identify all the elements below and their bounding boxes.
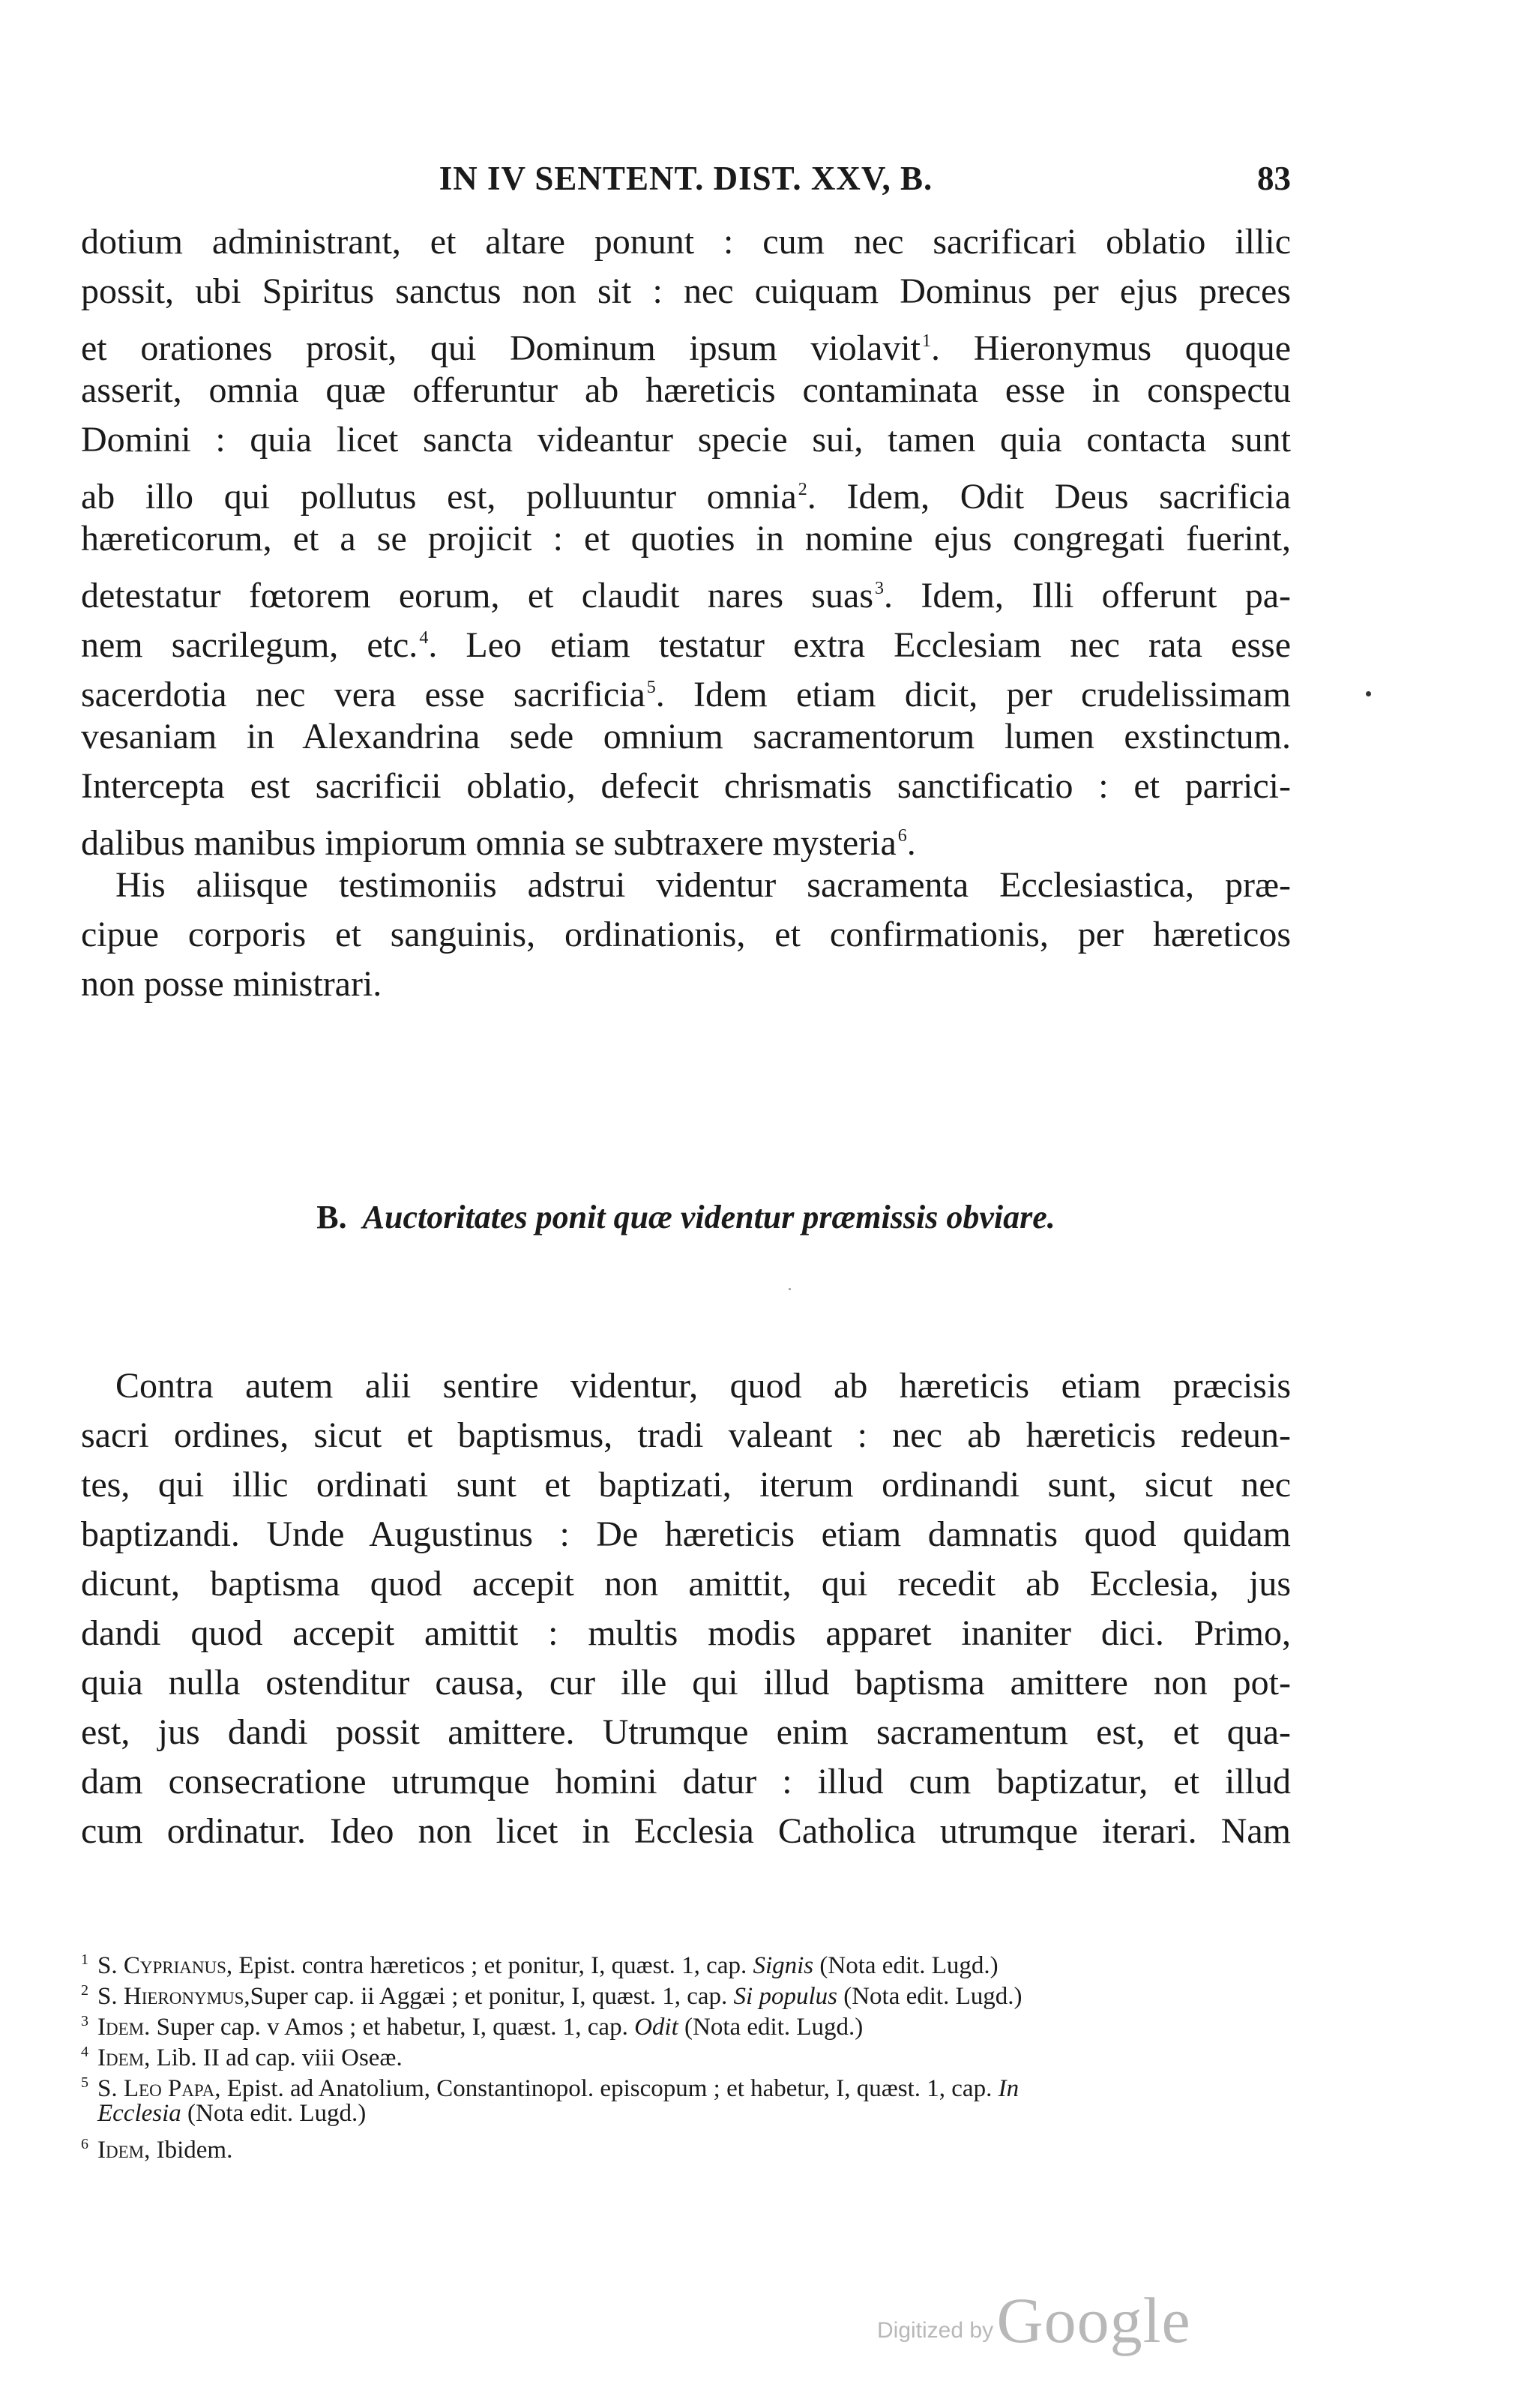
text-line: dotium administrant, et altare ponunt : cum nec sacrificari oblatio illic: [81, 222, 1291, 262]
ink-speck: [1366, 691, 1371, 696]
footnote-marker: 2: [81, 1982, 88, 1999]
footnote-reference: 4: [419, 628, 429, 648]
footnotes: [81, 1945, 1291, 2164]
text-line: asserit, omnia quæ offeruntur ab hæreticis contaminata esse in conspectu: [81, 370, 1291, 410]
ink-speck: [789, 1288, 791, 1290]
page-header: [81, 159, 1291, 210]
text-line: possit, ubi Spiritus sanctus non sit : nec cuiquam Dominus per ejus preces: [81, 271, 1291, 311]
text-line: dicunt, baptisma quod accepit non amittit, qui recedit ab Ecclesia, jus: [81, 1564, 1291, 1604]
text-line: tes, qui illic ordinati sunt et baptizati, iterum ordinandi sunt, sicut nec: [81, 1465, 1291, 1505]
text-line: est, jus dandi possit amittere. Utrumque enim sacramentum est, et qua-: [81, 1712, 1291, 1752]
section-a-text: [81, 217, 1291, 1009]
text-line: Domini : quia licet sancta videantur specie sui, tamen quia contacta sunt: [81, 420, 1291, 460]
footnote: 3 Idem. Super cap. v Amos ; et habetur, I, quæst. 1, cap. Odit (Nota edit. Lugd.): [81, 2006, 1291, 2037]
text-line: non posse ministrari.: [81, 964, 382, 1004]
footnote: 1 S. Cyprianus, Epist. contra hæreticos ; et ponitur, I, quæst. 1, cap. Signis (Nota edit. Lugd.): [81, 1945, 1291, 1975]
text-line: quia nulla ostenditur causa, cur ille qui illud baptisma amittere non pot-: [81, 1663, 1291, 1703]
footnote-marker: 6: [81, 2136, 88, 2152]
text-line: et orationes prosit, qui Dominum ipsum violavit$^1$. Hieronymus quoque: [81, 328, 1292, 368]
text-line: ab illo qui pollutus est, polluuntur omnia$^2$. Idem, Odit Deus sacrificia: [81, 477, 1292, 517]
text-line: dam consecratione utrumque homini datur : illud cum baptizatur, et illud: [81, 1762, 1291, 1802]
text-line: detestatur fœtorem eorum, et claudit nares suas$^3$. Idem, Illi offerunt pa-: [81, 576, 1292, 615]
text-line: dalibus manibus impiorum omnia se subtraxere mysteria$^6$.: [81, 823, 916, 863]
running-title: IN IV SENTENT. DIST. XXV, B.: [439, 160, 933, 197]
text-line: sacerdotia nec vera esse sacrificia$^5$. Idem etiam dicit, per crudelissimam: [81, 675, 1291, 714]
digitized-by-google-watermark: [877, 2283, 1191, 2358]
section-b-text: [81, 1361, 1291, 1856]
watermark-prefix: Digitized by: [877, 2318, 994, 2343]
page-number: 83: [1257, 160, 1291, 197]
footnote: 5 S. Leo Papa, Epist. ad Anatolium, Constantinopol. episcopum ; et habetur, I, quæst. 1, cap. In: [81, 2068, 1291, 2098]
footnote-reference: 1: [922, 331, 932, 351]
footnote-reference: 3: [875, 579, 885, 598]
text-line: vesaniam in Alexandrina sede omnium sacramentorum lumen exstinctum.: [81, 717, 1291, 756]
text-line: baptizandi. Unde Augustinus : De hæreticis etiam damnatis quod quidam: [81, 1514, 1291, 1554]
footnote-marker: 5: [81, 2074, 88, 2091]
text-line: hæreticorum, et a se projicit : et quoties in nomine ejus congregati fuerint,: [81, 519, 1291, 559]
footnote-reference: 5: [646, 678, 656, 697]
text-line: Contra autem alii sentire videntur, quod ab hæreticis etiam præcisis: [115, 1366, 1291, 1406]
text-line: nem sacrilegum, etc.$^4$. Leo etiam testatur extra Ecclesiam nec rata esse: [81, 625, 1292, 665]
text-line: dandi quod accepit amittit : multis modis apparet inaniter dici. Primo,: [81, 1613, 1291, 1653]
footnote: Ecclesia (Nota edit. Lugd.): [97, 2100, 367, 2127]
section-b-number: B.: [316, 1199, 347, 1235]
text-line: His aliisque testimoniis adstrui videntur sacramenta Ecclesiastica, præ-: [115, 865, 1291, 905]
footnote-reference: 6: [897, 826, 907, 846]
text-line: Intercepta est sacrificii oblatio, defecit chrismatis sanctificatio : et parrici-: [81, 766, 1291, 806]
section-b-heading: [81, 1198, 1291, 1236]
footnote-reference: 2: [798, 480, 807, 499]
footnote-marker: 1: [81, 1951, 88, 1968]
footnote: 4 Idem, Lib. II ad cap. viii Oseæ.: [81, 2037, 1291, 2068]
footnote: 2 S. Hieronymus,Super cap. ii Aggæi ; et ponitur, I, quæst. 1, cap. Si populus (Nota edit. Lugd.): [81, 1975, 1291, 2006]
footnote: 6 Idem, Ibidem.: [81, 2129, 1291, 2160]
text-line: cipue corporis et sanguinis, ordinationis, et confirmationis, per hæreticos: [81, 915, 1291, 954]
watermark-brand: Google: [996, 2284, 1191, 2356]
text-line: sacri ordines, sicut et baptismus, tradi valeant : nec ab hæreticis redeun-: [81, 1415, 1291, 1455]
footnote-marker: 4: [81, 2044, 88, 2060]
text-line: cum ordinatur. Ideo non licet in Ecclesia Catholica utrumque iterari. Nam: [81, 1811, 1291, 1851]
footnote-marker: 3: [81, 2013, 88, 2029]
section-b-title: Auctoritates ponit quæ videntur præmissis obviare.: [362, 1199, 1055, 1235]
